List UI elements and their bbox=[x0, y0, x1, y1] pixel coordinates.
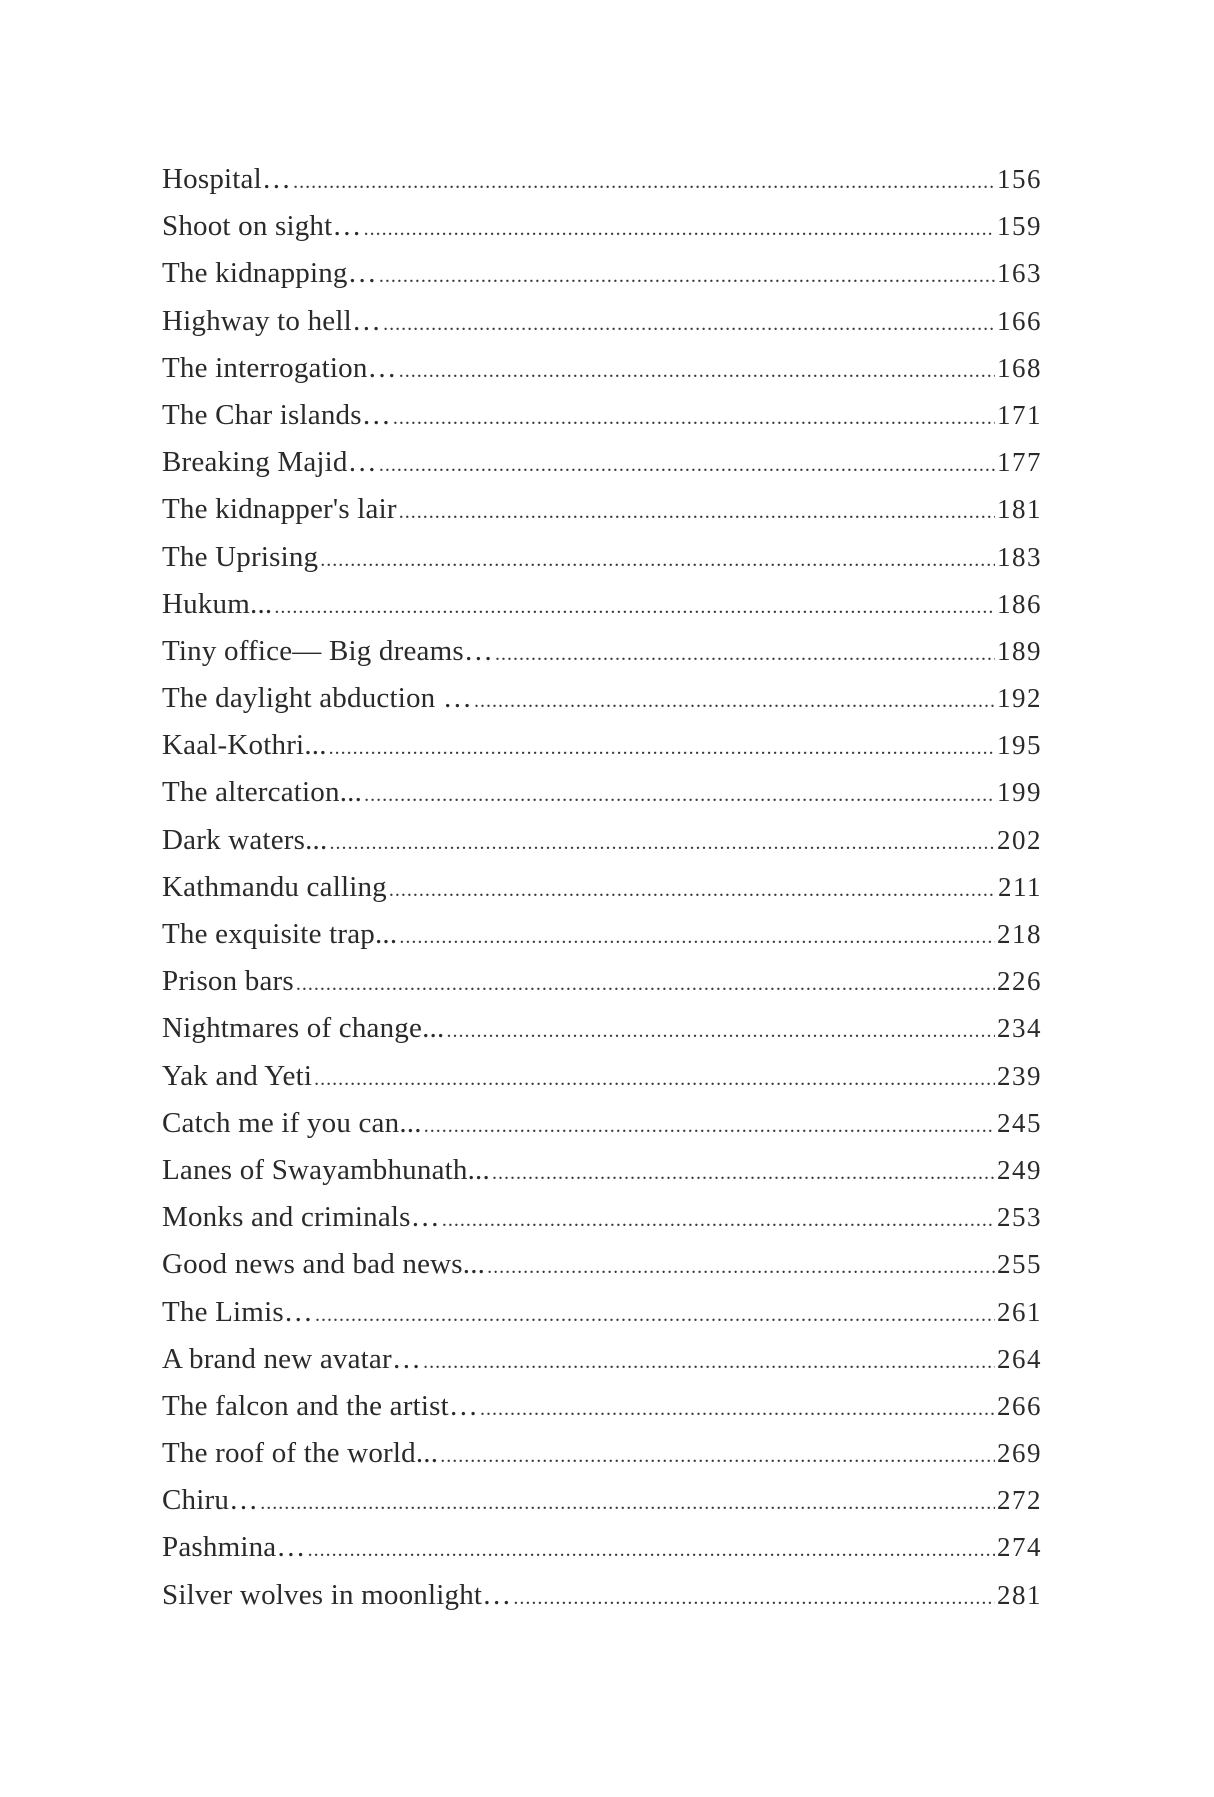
toc-entry-title: Prison bars bbox=[162, 965, 294, 998]
dot-leader bbox=[393, 395, 995, 442]
toc-entry bbox=[162, 722, 1042, 769]
toc-entry-title: The altercation... bbox=[162, 776, 363, 809]
dot-leader bbox=[296, 961, 995, 1008]
toc-entry-title: A brand new avatar… bbox=[162, 1342, 422, 1375]
dot-leader bbox=[442, 1197, 995, 1244]
toc-entry-page: 199 bbox=[997, 777, 1042, 808]
dot-leader bbox=[293, 159, 995, 206]
dot-leader bbox=[364, 206, 995, 253]
toc-entry-title: Kathmandu calling bbox=[162, 870, 387, 903]
toc-entry-page: 168 bbox=[997, 352, 1042, 383]
table-of-contents bbox=[162, 156, 1042, 1619]
dot-leader bbox=[364, 772, 995, 819]
dot-leader bbox=[495, 631, 995, 678]
toc-entry-page: 272 bbox=[997, 1485, 1042, 1516]
toc-entry bbox=[162, 1147, 1042, 1194]
toc-entry-title: Monks and criminals… bbox=[162, 1201, 440, 1234]
dot-leader bbox=[389, 867, 996, 914]
toc-entry-title: Tiny office— Big dreams… bbox=[162, 634, 494, 667]
toc-entry bbox=[162, 345, 1042, 392]
toc-entry-page: 195 bbox=[997, 730, 1042, 761]
toc-entry bbox=[162, 769, 1042, 816]
dot-leader bbox=[383, 301, 995, 348]
toc-entry-page: 202 bbox=[997, 824, 1042, 855]
dot-leader bbox=[399, 348, 995, 395]
toc-entry bbox=[162, 392, 1042, 439]
dot-leader bbox=[492, 1150, 995, 1197]
toc-entry-page: 274 bbox=[997, 1532, 1042, 1563]
toc-entry bbox=[162, 817, 1042, 864]
toc-entry-page: 281 bbox=[997, 1579, 1042, 1610]
toc-entry bbox=[162, 1477, 1042, 1524]
toc-entry bbox=[162, 1194, 1042, 1241]
toc-entry-title: Hukum... bbox=[162, 587, 273, 620]
toc-entry-page: 166 bbox=[997, 305, 1042, 336]
toc-entry bbox=[162, 628, 1042, 675]
dot-leader bbox=[315, 1292, 995, 1339]
toc-entry-page: 255 bbox=[997, 1249, 1042, 1280]
dot-leader bbox=[329, 820, 995, 867]
toc-entry-page: 171 bbox=[997, 399, 1042, 430]
dot-leader bbox=[487, 1244, 995, 1291]
dot-leader bbox=[399, 489, 995, 536]
toc-entry-page: 211 bbox=[998, 871, 1042, 902]
toc-entry-page: 239 bbox=[997, 1060, 1042, 1091]
toc-entry-title: Chiru… bbox=[162, 1484, 259, 1517]
dot-leader bbox=[423, 1339, 995, 1386]
toc-entry-title: The kidnapping… bbox=[162, 257, 377, 290]
dot-leader bbox=[446, 1008, 995, 1055]
toc-entry-title: Catch me if you can... bbox=[162, 1106, 422, 1139]
toc-entry bbox=[162, 675, 1042, 722]
toc-entry bbox=[162, 1053, 1042, 1100]
toc-entry bbox=[162, 439, 1042, 486]
toc-entry bbox=[162, 581, 1042, 628]
toc-entry bbox=[162, 1430, 1042, 1477]
toc-entry-page: 226 bbox=[997, 966, 1042, 997]
toc-entry-title: The Char islands… bbox=[162, 398, 391, 431]
toc-entry-title: Good news and bad news... bbox=[162, 1248, 486, 1281]
toc-entry-title: The falcon and the artist… bbox=[162, 1389, 479, 1422]
dot-leader bbox=[260, 1480, 995, 1527]
dot-leader bbox=[440, 1433, 995, 1480]
toc-entry bbox=[162, 864, 1042, 911]
dot-leader bbox=[308, 1527, 995, 1574]
toc-entry bbox=[162, 958, 1042, 1005]
toc-entry-page: 181 bbox=[997, 494, 1042, 525]
toc-entry-title: Pashmina… bbox=[162, 1531, 306, 1564]
toc-entry-page: 163 bbox=[997, 258, 1042, 289]
dot-leader bbox=[379, 442, 995, 489]
toc-entry-page: 249 bbox=[997, 1154, 1042, 1185]
toc-entry-page: 245 bbox=[997, 1107, 1042, 1138]
toc-entry-page: 192 bbox=[997, 683, 1042, 714]
toc-entry bbox=[162, 1289, 1042, 1336]
toc-entry bbox=[162, 298, 1042, 345]
toc-entry-page: 189 bbox=[997, 635, 1042, 666]
toc-entry-title: The Limis… bbox=[162, 1295, 314, 1328]
dot-leader bbox=[320, 537, 995, 584]
toc-entry-title: The Uprising bbox=[162, 540, 319, 573]
toc-entry-page: 186 bbox=[997, 588, 1042, 619]
toc-entry bbox=[162, 1383, 1042, 1430]
dot-leader bbox=[274, 584, 995, 631]
toc-entry bbox=[162, 156, 1042, 203]
toc-entry-page: 234 bbox=[997, 1013, 1042, 1044]
toc-entry-title: The exquisite trap... bbox=[162, 918, 398, 950]
toc-entry-page: 266 bbox=[997, 1390, 1042, 1421]
toc-entry bbox=[162, 1241, 1042, 1288]
dot-leader bbox=[474, 678, 995, 725]
toc-entry-title: The interrogation… bbox=[162, 351, 397, 384]
toc-entry-title: The kidnapper's lair bbox=[162, 493, 397, 526]
toc-entry bbox=[162, 1524, 1042, 1571]
dot-leader bbox=[513, 1575, 995, 1622]
toc-entry-title: Hospital… bbox=[162, 163, 292, 195]
dot-leader bbox=[379, 253, 995, 300]
toc-entry-page: 177 bbox=[997, 447, 1042, 478]
toc-entry bbox=[162, 1005, 1042, 1052]
toc-entry-page: 261 bbox=[997, 1296, 1042, 1327]
toc-entry-title: Kaal-Kothri... bbox=[162, 729, 327, 762]
toc-entry-title: The daylight abduction … bbox=[162, 682, 473, 715]
toc-entry bbox=[162, 1572, 1042, 1619]
toc-entry-title: Yak and Yeti bbox=[162, 1059, 313, 1092]
dot-leader bbox=[329, 725, 995, 772]
toc-entry-title: Shoot on sight… bbox=[162, 210, 362, 243]
dot-leader bbox=[399, 914, 995, 961]
toc-entry-page: 183 bbox=[997, 541, 1042, 572]
toc-entry bbox=[162, 534, 1042, 581]
dot-leader bbox=[424, 1103, 995, 1150]
toc-entry-title: Breaking Majid… bbox=[162, 446, 377, 479]
toc-entry-title: Lanes of Swayambhunath... bbox=[162, 1153, 490, 1186]
toc-entry-title: Dark waters... bbox=[162, 823, 328, 856]
toc-entry-title: Nightmares of change... bbox=[162, 1012, 445, 1045]
toc-entry-title: Highway to hell… bbox=[162, 304, 382, 337]
toc-entry bbox=[162, 486, 1042, 533]
toc-entry bbox=[162, 1336, 1042, 1383]
dot-leader bbox=[480, 1386, 995, 1433]
toc-entry-title: Silver wolves in moonlight… bbox=[162, 1578, 512, 1611]
toc-entry-page: 159 bbox=[997, 211, 1042, 242]
toc-entry-page: 253 bbox=[997, 1202, 1042, 1233]
toc-entry-title: The roof of the world... bbox=[162, 1437, 439, 1470]
toc-entry-page: 269 bbox=[997, 1438, 1042, 1469]
toc-entry-page: 218 bbox=[997, 919, 1042, 949]
toc-entry-page: 156 bbox=[997, 164, 1042, 194]
toc-entry bbox=[162, 250, 1042, 297]
toc-entry-page: 264 bbox=[997, 1343, 1042, 1374]
dot-leader bbox=[314, 1056, 995, 1103]
toc-entry bbox=[162, 1100, 1042, 1147]
toc-entry bbox=[162, 911, 1042, 958]
toc-entry bbox=[162, 203, 1042, 250]
